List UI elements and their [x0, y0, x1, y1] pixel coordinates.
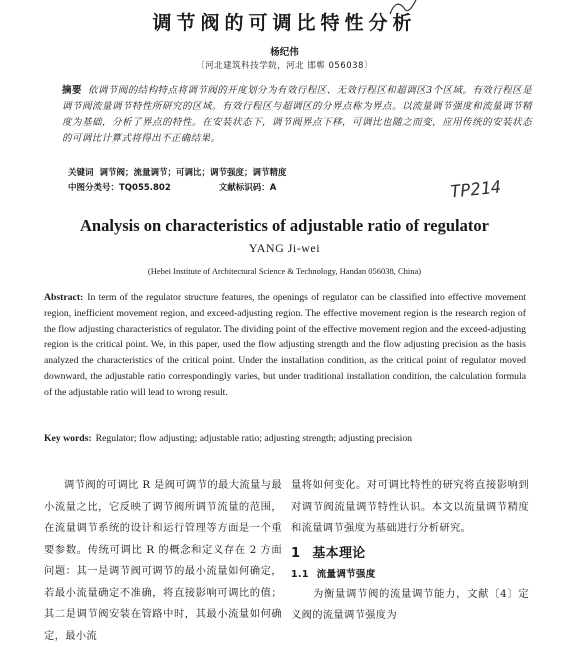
- body-right-column: [291, 475, 529, 627]
- chinese-abstract-label: 摘要: [62, 85, 82, 96]
- english-keywords-label: Key words:: [44, 433, 92, 444]
- chinese-title: 调节阀的可调比特性分析: [152, 12, 417, 34]
- chinese-keywords: [68, 166, 287, 178]
- chinese-affiliation: 〔河北建筑科技学院，河北 邯郸 056038〕: [196, 61, 373, 71]
- section-1-heading: [291, 542, 529, 566]
- section-1-title: 基本理论: [312, 545, 366, 561]
- english-keywords: [44, 431, 526, 447]
- chinese-author: 杨纪伟: [270, 47, 299, 58]
- english-abstract-text: In term of the regulator structure features, the openings of regulator can be classified into effective movement region, inefficient movement region, and exceed-adjusting region. The effective movement region is the research region of the flow adjusting characteristics of regulator. The dividing point of the effective movement region and the exceed-adjusting region is the critical point. We, in this paper, used the flow adjusting strength and the flow adjusting precision as the basis analyzed the characteristics of the critical point. Under the installation condition, as the critical point of regulator moved downward, the adjustable ratio correspondingly varies, but under traditional installation condition, the calculation formula of the adjustable ratio will lead to wrong result.: [44, 292, 526, 398]
- intro-paragraph: 调节阀的可调比 R 是阀可调节的最大流量与最小流量之比，它反映了调节阀所调节流量的范围，在流量调节系统的设计和运行管理等方面是一个重要参数。传统可调比 R 的概念和定义存在 2 方面问题：其一是调节阀可调节的最小流量如何确定，若最小流量确定不准确，将直接影响可调比的值；其二是调节阀安装在管路中时，其最小流量如何确定，最小流: [44, 479, 282, 642]
- intro-paragraph-continued: 量将如何变化。对可调比特性的研究将直接影响到对调节阀流量调节特性认识。本文以流量调节精度和流量调节强度为基础进行分析研究。: [291, 479, 529, 534]
- chinese-keywords-label: 关键词: [68, 168, 94, 178]
- subsection-1-1-heading: [291, 566, 529, 584]
- english-author: YANG Ji-wei: [248, 241, 321, 255]
- section-1-number: 1: [291, 545, 301, 561]
- english-abstract-label: Abstract:: [44, 292, 84, 303]
- chinese-abstract: [62, 83, 532, 147]
- document-code: 文献标识码：A: [218, 183, 277, 193]
- english-abstract: [44, 290, 526, 401]
- subsection-1-1-number: 1.1: [291, 568, 309, 580]
- handwritten-mark: [386, 0, 426, 24]
- english-keywords-text: Regulator; flow adjusting; adjustable ratio; adjusting strength; adjusting precision: [95, 433, 413, 444]
- classification-line: [68, 181, 282, 193]
- subsection-1-1-text: 为衡量调节阀的流量调节能力，文献〔4〕定义阀的流量调节强度为: [291, 587, 529, 621]
- handwritten-annotation: TP214: [449, 177, 503, 203]
- english-affiliation: (Hebei Institute of Architectural Science & Technology, Handan 056038, China): [147, 266, 422, 276]
- chinese-keywords-text: 调节阀；流量调节；可调比；调节强度；调节精度: [99, 168, 287, 178]
- english-title: Analysis on characteristics of adjustable ratio of regulator: [80, 216, 489, 235]
- class-number: 中图分类号：TQ055.802: [68, 183, 171, 193]
- chinese-abstract-text: 依调节阀的结构特点将调节阀的开度划分为有效行程区、无效行程区和超调区3个区域。有效行程区是调节阀流量调节特性所研究的区域。有效行程区与超调区的分界点称为界点。以流量调节强度和流量调节精度为基础，分析了界点的特性。在安装状态下，调节阀界点下移，可调比也随之而变，应用传统的安装状态的可调比计算式将得出不正确结果。: [62, 85, 532, 144]
- subsection-1-1-title: 流量调节强度: [316, 568, 376, 580]
- body-left-column: [44, 475, 282, 647]
